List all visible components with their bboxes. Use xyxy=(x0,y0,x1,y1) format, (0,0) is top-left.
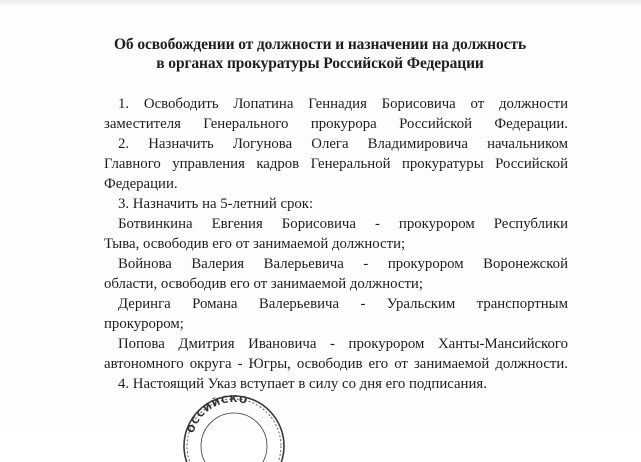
scan-top-edge xyxy=(0,0,641,6)
document-title-line-1: Об освобождении от должности и назначении на должность xyxy=(113,36,527,53)
seal-text: ОССИЙСКО xyxy=(185,393,249,435)
body-line-8: Тыва, освободив его от занимаемой должности; xyxy=(104,236,406,252)
document-title-line-2: в органах прокуратуры Российской Федерации xyxy=(156,55,484,72)
body-line-11: Деринга Романа Валерьевича - Уральским транспортным xyxy=(118,296,568,312)
body-line-4: Главного управления кадров Генеральной прокуратуры Российской xyxy=(104,156,568,172)
official-seal xyxy=(178,392,288,462)
body-line-2: заместителя Генерального прокурора Российской Федерации. xyxy=(104,116,568,132)
body-line-3: 2. Назначить Логунова Олега Владимировича начальником xyxy=(118,136,568,152)
body-line-7: Ботвинкина Евгения Борисовича - прокурором Республики xyxy=(118,216,568,232)
body-line-6: 3. Назначить на 5-летний срок: xyxy=(118,196,314,212)
body-line-9: Войнова Валерия Валерьевича - прокурором Воронежской xyxy=(118,256,568,272)
body-line-12: прокурором; xyxy=(104,316,184,332)
body-line-10: области, освободив его от занимаемой должности; xyxy=(104,276,423,292)
body-line-5: Федерации. xyxy=(104,176,178,192)
body-line-15: 4. Настоящий Указ вступает в силу со дня его подписания. xyxy=(118,376,487,392)
body-line-14: автономного округа - Югры, освободив его от занимаемой должности. xyxy=(104,356,568,372)
body-line-1: 1. Освободить Лопатина Геннадия Борисовича от должности xyxy=(118,96,568,112)
body-line-13: Попова Дмитрия Ивановича - прокурором Ханты-Мансийского xyxy=(118,336,568,352)
